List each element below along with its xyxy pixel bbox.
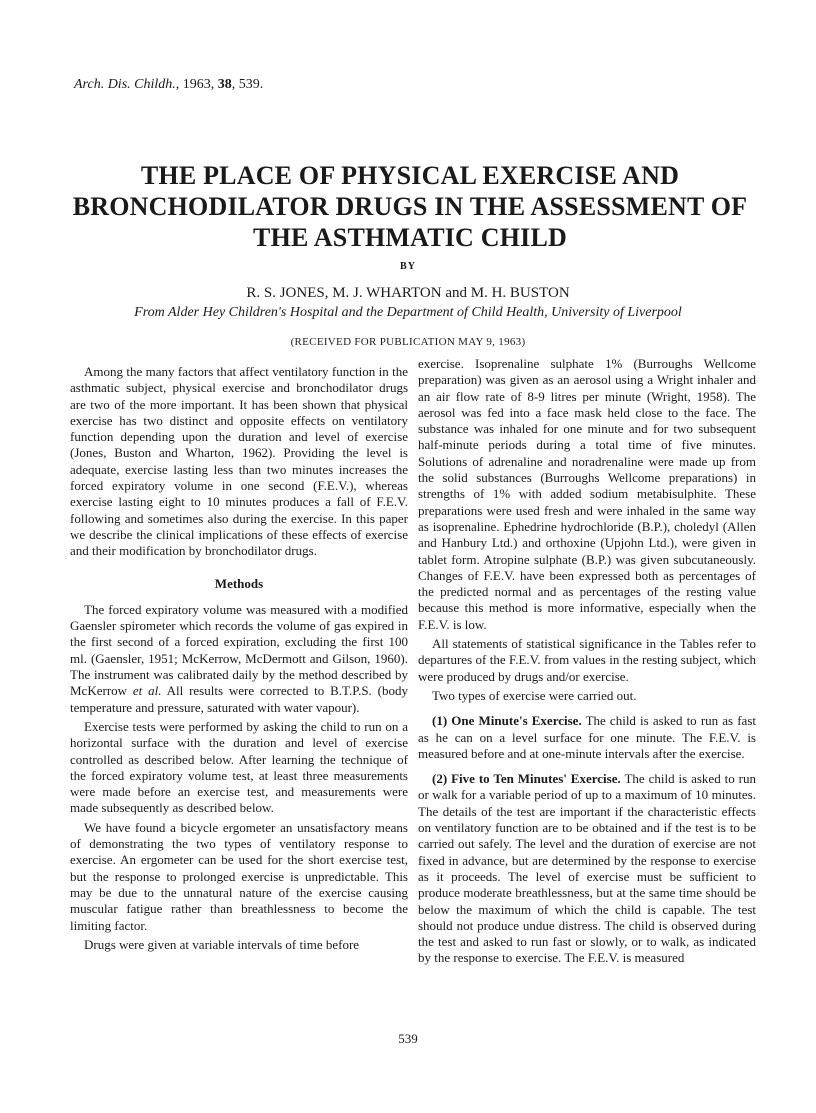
intro-paragraph: Among the many factors that affect ventilatory function in the asthmatic subject, physical exercise and bronchodilator drugs are two of the more important. It has been shown that physical exercise has two distinct and opposite effects on ventilatory function depending upon the duration and level of exercise (Jones, Buston and Wharton, 1962). Providing the level is adequate, exercise lasting less than two minutes increases the forced expiratory volume in one second (F.E.V.), whereas exercise lasting eight to 10 minutes produces a fall of F.E.V. following and sometimes also during the exercise. In this paper we describe the clinical implications of these effects of exercise and their modification by bronchodilator drugs. bbox=[70, 364, 408, 559]
methods-heading: Methods bbox=[214, 575, 264, 591]
citation-page: , 539. bbox=[231, 77, 264, 92]
methods-p1-text-b: All results were corrected to B.T.P.S. (body temperature and pressure, saturated with water vapour). bbox=[70, 683, 408, 715]
received-date: (RECEIVED FOR PUBLICATION MAY 9, 1963) bbox=[290, 336, 526, 348]
citation-volume: 38 bbox=[217, 77, 232, 92]
article-title: THE PLACE OF PHYSICAL EXERCISE AND BRONCHODILATOR DRUGS IN THE ASSESSMENT OF THE ASTHMATIC CHILD bbox=[72, 161, 748, 252]
ten-minute-exercise-section bbox=[418, 771, 756, 967]
methods-p1-etal: et al. bbox=[132, 683, 162, 699]
ten-minute-exercise-heading: (2) Five to Ten Minutes' Exercise. bbox=[432, 771, 621, 787]
drugs-paragraph: exercise. Isoprenaline sulphate 1% (Burroughs Wellcome preparation) was given as an aerosol using a Wright inhaler and an air flow rate of 8-9 litres per minute (Wright, 1958). The aerosol was fed into a face mask held close to the face. The substance was inhaled for one minute and for two subsequent half-minute periods during a total time of five minutes. Solutions of adrenaline and noradrenaline were made up from the solid substances (Burroughs Wellcome preparations) in strengths of 1% with added sodium metabisulphite. These preparations were used fresh and were inhaled in the same way as isoprenaline. Ephedrine hydrochloride (B.P.), choledyl (Allen and Hanbury Ltd.) and orthoxine (Upjohn Ltd.), were given in tablet form. Atropine sulphate (B.P.) was given subcutaneously. Changes of F.E.V. have been expressed both as percentages of the predicted normal and as percentages of the resting value because this method is more informative, especially when the F.E.V. is low. bbox=[418, 356, 756, 632]
one-minute-exercise-heading: (1) One Minute's Exercise. bbox=[432, 713, 582, 729]
page-number: 539 bbox=[398, 1031, 418, 1046]
one-minute-exercise-text: The child is asked to run as fast as he can on a level surface for one minute. The F.E.V. is measured before and at one-minute intervals after the exercise. bbox=[418, 713, 756, 761]
methods-paragraph-1 bbox=[70, 602, 408, 716]
methods-paragraph-2: Exercise tests were performed by asking the child to run on a horizontal surface with the duration and level of exercise controlled as described below. After learning the technique of the forced expiratory volume test, at least three measurements were made before an exercise test, and measurements were made subsequently as described below. bbox=[70, 718, 408, 816]
exercise-types-paragraph: Two types of exercise were carried out. bbox=[432, 687, 637, 703]
byline-label: BY bbox=[400, 261, 416, 272]
journal-citation bbox=[74, 77, 263, 93]
right-column bbox=[418, 356, 756, 970]
methods-paragraph-4: Drugs were given at variable intervals of time before bbox=[84, 936, 360, 952]
statistics-paragraph: All statements of statistical significance in the Tables refer to departures of the F.E.V. from values in the resting subject, which were produced by drugs and/or exercise. bbox=[418, 636, 756, 684]
journal-name: Arch. Dis. Childh. bbox=[74, 77, 176, 92]
left-column bbox=[70, 356, 408, 956]
methods-p1-text-a: The forced expiratory volume was measured with a modified Gaensler spirometer which records the volume of gas expired in the first second of a forced expiration, excluding the first 100 ml. (Gaensler, 1951; McKerrow, McDermott and Gilson, 1960). The instrument was calibrated daily by the method described by McKerrow bbox=[70, 601, 408, 699]
methods-paragraph-3: We have found a bicycle ergometer an unsatisfactory means of demonstrating the two types of ventilatory response to exercise. An ergometer can be used for the short exercise test, but the response to prolonged exercise is unpredictable. This may be due to the unnatural nature of the exercise causing muscular fatigue rather than breathlessness to become the limiting factor. bbox=[70, 819, 408, 933]
affiliation: From Alder Hey Children's Hospital and the Department of Child Health, University of Liverpool bbox=[134, 305, 682, 320]
ten-minute-exercise-text: The child is asked to run or walk for a variable period of up to a maximum of 10 minutes. The details of the test are important if the characteristic effects on ventilatory function are to be obtained and if the test is to be carried out safely. The level and the duration of exercise are not fixed in advance, but are determined by the response to exercise as it proceeds. The level of exercise must be sufficient to produce moderate breathlessness, but at the same time should be below the maximum of which the child is capable. The test should not produce undue distress. The child is observed during the test and asked to run fast or slowly, or to walk, as indicated by the response to exercise. The F.E.V. is measured bbox=[418, 771, 756, 966]
one-minute-exercise-section bbox=[418, 713, 756, 762]
citation-year: , 1963, bbox=[175, 77, 218, 92]
authors: R. S. JONES, M. J. WHARTON and M. H. BUSTON bbox=[246, 285, 570, 301]
